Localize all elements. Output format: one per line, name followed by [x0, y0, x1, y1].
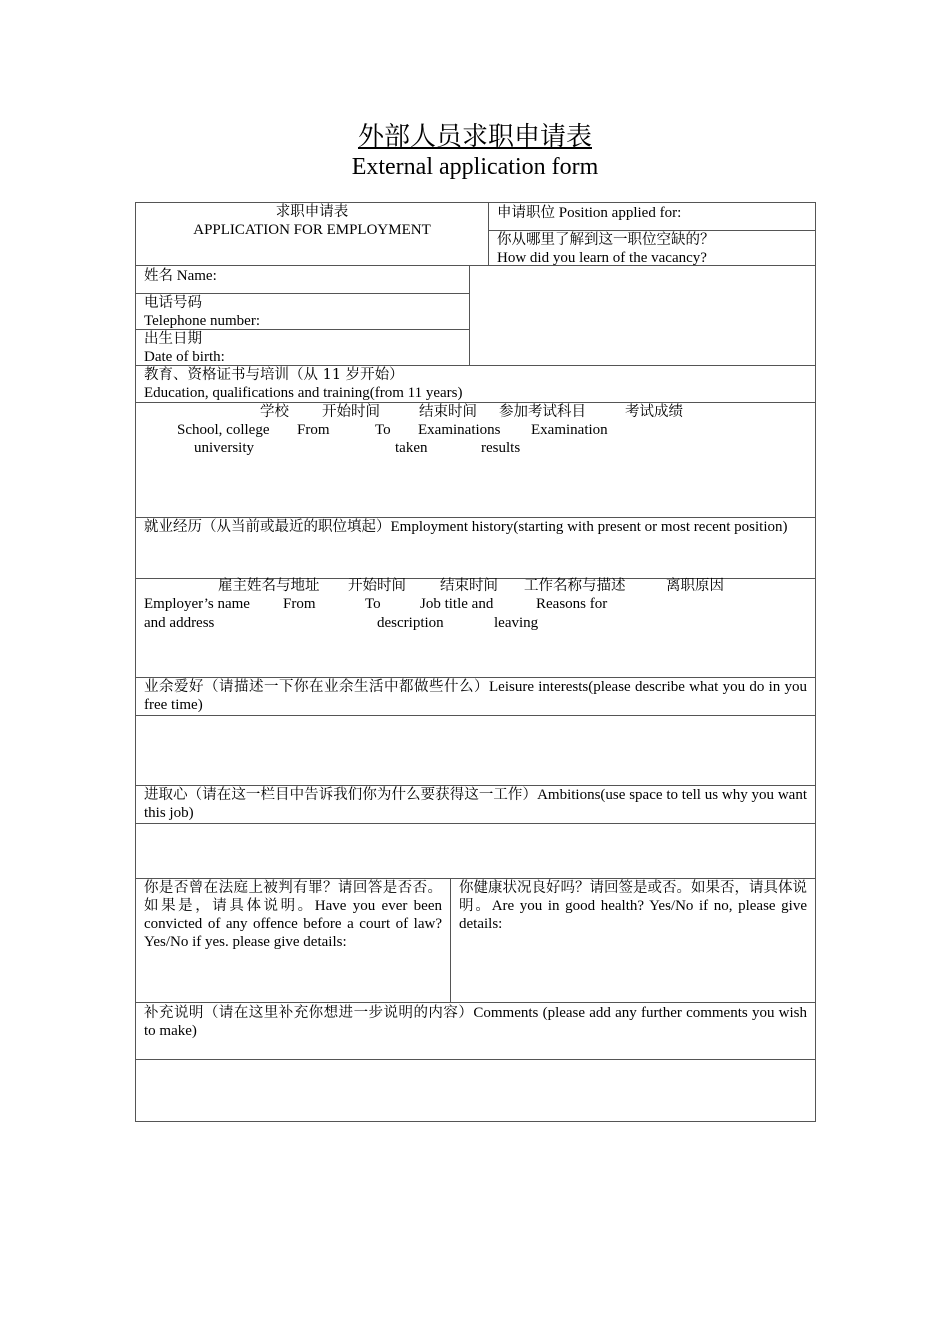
edu-col-school-cn: 学校	[260, 404, 289, 420]
vacancy-source-label-en: How did you learn of the vacancy?	[497, 250, 707, 266]
position-applied-label-cn: 申请职位	[497, 205, 555, 221]
name-label-en: Name:	[176, 268, 217, 284]
emp-col-reason-en: Reasons for	[536, 596, 608, 612]
edu-col-to-en: To	[375, 422, 391, 438]
edu-col-results-en-2: results	[481, 440, 521, 456]
leisure-heading-cn: 业余爱好（请描述一下你在业余生活中都做些什么）	[144, 679, 489, 695]
edu-col-exams-cn: 参加考试科目	[499, 404, 586, 420]
ambitions-answer-field[interactable]	[135, 823, 816, 879]
leisure-heading-cell	[135, 677, 816, 716]
ambitions-heading-cn: 进取心（请在这一栏目中告诉我们你为什么要获得这一工作）	[144, 787, 538, 803]
education-heading-en: Education, qualifications and training(from 11 years)	[144, 385, 463, 401]
comments-heading-cell	[135, 1002, 816, 1060]
vacancy-source-field[interactable]	[488, 230, 816, 266]
conviction-question-en: Have you ever been convicted of any offence before a court of law? Yes/No if yes. please give details:	[144, 898, 442, 950]
conviction-question-cn: 你是否曾在法庭上被判有罪？请回答是否否。如果是，请具体说明。	[144, 880, 442, 914]
edu-col-school-en-2: university	[194, 440, 254, 456]
application-heading-en: APPLICATION FOR EMPLOYMENT	[193, 222, 431, 238]
emp-col-title-cn: 工作名称与描述	[524, 578, 626, 594]
emp-col-title-en-2: description	[377, 615, 444, 631]
employment-heading-cell	[135, 517, 816, 579]
health-question-cn: 你健康状况良好吗？请回签是或否。如果否，请具体说明。	[459, 880, 807, 914]
emp-col-title-en: Job title and	[420, 596, 494, 612]
photo-area	[469, 265, 816, 366]
ambitions-heading-en: Ambitions(use space to tell us why you want this job)	[144, 787, 808, 821]
employment-heading-cn: 就业经历（从当前或最近的职位填起）	[144, 519, 391, 535]
employment-heading-en: Employment history(starting with present or most recent position)	[390, 519, 788, 535]
health-question-en: Are you in good health? Yes/No if no, please give details:	[459, 898, 808, 932]
edu-col-school-en: School, college	[177, 422, 270, 438]
emp-col-to-en: To	[365, 596, 381, 612]
emp-col-employer-cn: 雇主姓名与地址	[218, 578, 320, 594]
emp-col-from-en: From	[283, 596, 316, 612]
vacancy-source-label-cn: 你从哪里了解到这一职位空缺的？	[497, 232, 715, 248]
edu-col-results-cn: 考试成绩	[625, 404, 683, 420]
education-heading-cn: 教育、资格证书与培训（从 11 岁开始）	[144, 367, 404, 383]
emp-col-reason-en-2: leaving	[494, 615, 539, 631]
name-label-cn: 姓名	[144, 268, 173, 284]
telephone-field[interactable]	[135, 293, 470, 330]
date-of-birth-field[interactable]	[135, 329, 470, 366]
comments-answer-field[interactable]	[135, 1059, 816, 1122]
edu-col-from-en: From	[297, 422, 330, 438]
ambitions-heading-cell	[135, 785, 816, 824]
comments-heading-cn: 补充说明（请在这里补充你想进一步说明的内容）	[144, 1005, 474, 1021]
edu-col-from-cn: 开始时间	[322, 404, 380, 420]
position-applied-field[interactable]	[488, 202, 816, 231]
edu-col-results-en: Examination	[531, 422, 608, 438]
telephone-label-en: Telephone number:	[144, 313, 260, 329]
dob-label-cn: 出生日期	[144, 331, 202, 347]
conviction-question-field[interactable]	[135, 878, 451, 1003]
name-field[interactable]	[135, 265, 470, 294]
form-title-chinese: 外部人员求职申请表	[357, 122, 592, 152]
edu-col-to-cn: 结束时间	[419, 404, 477, 420]
leisure-answer-field[interactable]	[135, 715, 816, 786]
emp-col-employer-en: Employer’s name	[144, 596, 250, 612]
form-title-english: External application form	[351, 154, 599, 180]
health-question-field[interactable]	[450, 878, 816, 1003]
telephone-label-cn: 电话号码	[144, 295, 202, 311]
edu-col-exams-en: Examinations	[418, 422, 501, 438]
emp-col-from-cn: 开始时间	[348, 578, 406, 594]
leisure-heading-en: Leisure interests(please describe what you do in you free time)	[144, 679, 807, 713]
position-applied-label-en: Position applied for:	[558, 205, 682, 221]
application-heading-cn: 求职申请表	[275, 204, 349, 220]
education-heading-cell	[135, 365, 816, 403]
dob-label-en: Date of birth:	[144, 349, 225, 365]
emp-col-to-cn: 结束时间	[440, 578, 498, 594]
emp-col-employer-en-2: and address	[144, 615, 215, 631]
application-heading-cell	[135, 202, 489, 266]
comments-heading-en: Comments (please add any further comments you wish to make)	[144, 1005, 807, 1039]
edu-col-exams-en-2: taken	[395, 440, 428, 456]
emp-col-reason-cn: 离职原因	[666, 578, 724, 594]
